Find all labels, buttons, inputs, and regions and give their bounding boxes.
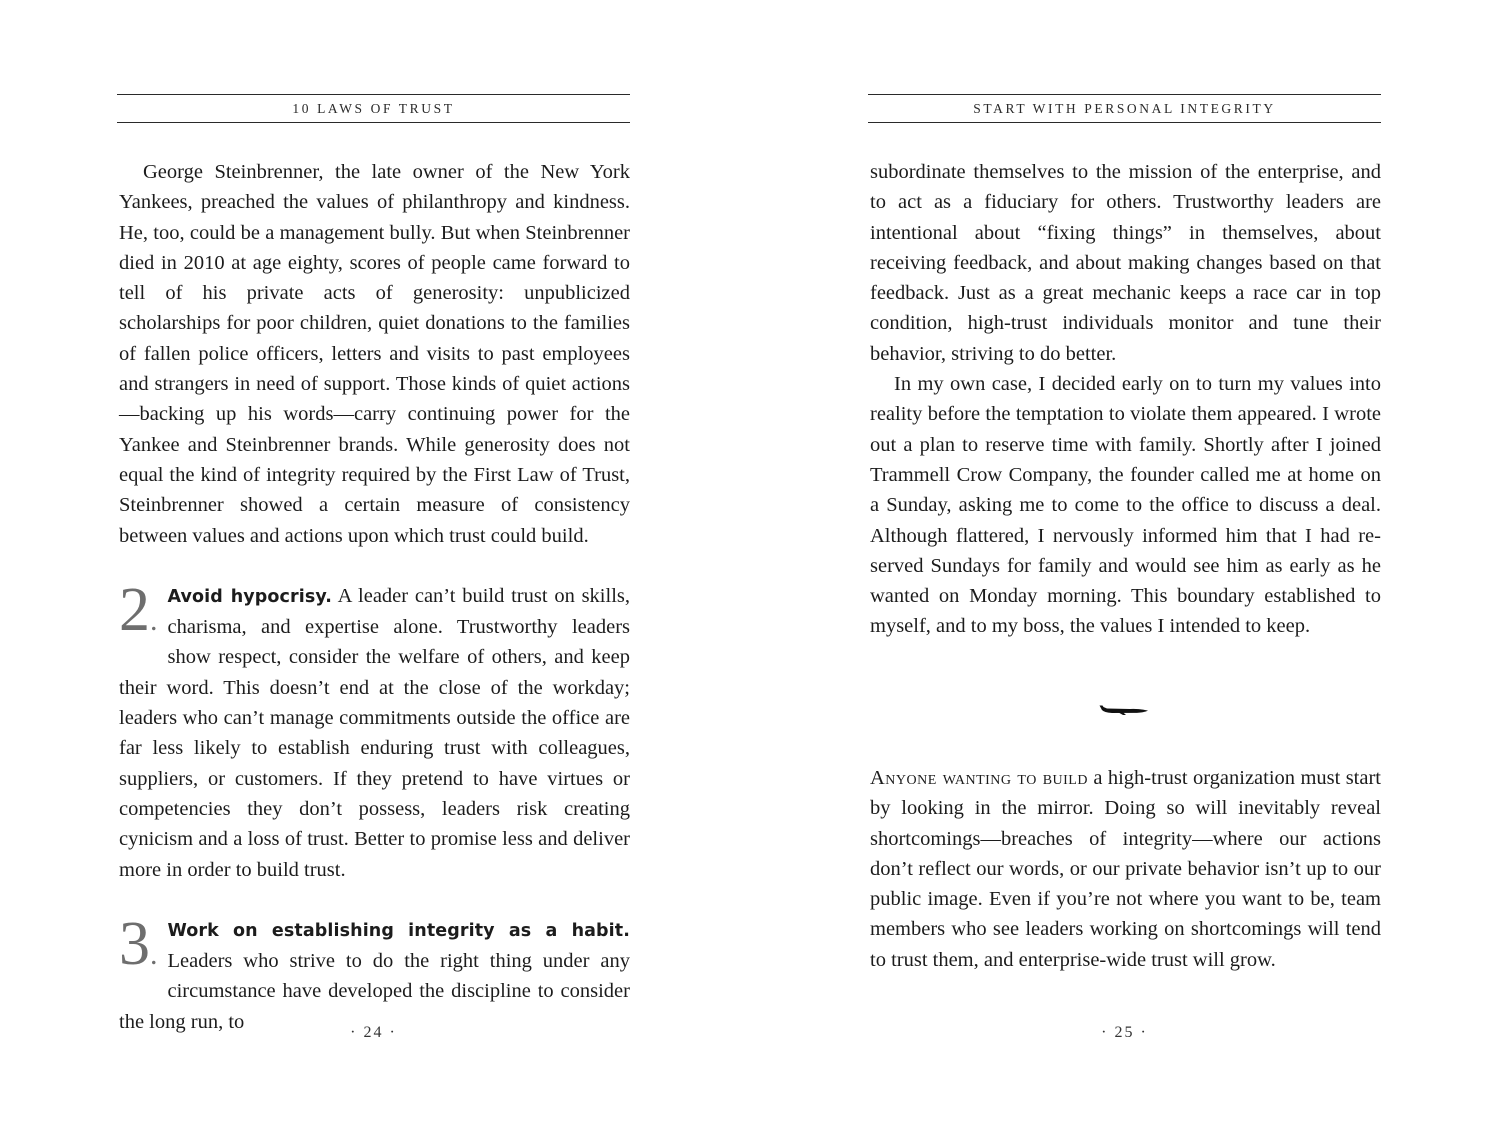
paragraph-own-case: In my own case, I decided early on to turn my values into reality before the temptation to violate them appeared. I wrote out a plan to reserve time with family. Shortly after I joined Trammell Crow Company, the founder called me at home on a Sunday, asking me to come to the office to discuss a deal. Although flattered, I nervously informed him that I had reserved Sundays for family and would see him as early as he wanted on Monday morning. This boundary established to myself, and to my boss, the values I intended to keep.	[870, 373, 1381, 638]
running-head-left: 10 LAWS OF TRUST	[117, 94, 630, 123]
law-2-item	[119, 575, 630, 885]
airplane-icon	[1098, 700, 1150, 716]
law-3-item	[119, 909, 630, 1037]
page-number-right: · 25 ·	[1101, 1024, 1148, 1041]
law-3-digit: 3	[119, 909, 150, 978]
closing-lead-in: Anyone wanting to build	[870, 767, 1088, 789]
paragraph-closing	[870, 763, 1381, 975]
law-2-number	[119, 575, 158, 646]
law-3-dot: .	[150, 937, 158, 971]
law-2-dot: .	[150, 603, 158, 637]
law-2-heading: Avoid hypocrisy.	[167, 586, 332, 607]
left-body-text	[119, 157, 630, 1037]
left-page	[117, 0, 630, 1125]
law-3-text: Leaders who strive to do the right thing under any circumstance have developed the discipline to consider the long run, to	[119, 950, 630, 1033]
right-page	[868, 0, 1381, 1125]
closing-body-text	[870, 763, 1381, 975]
law-3-number	[119, 909, 158, 980]
closing-text: a high-trust organization must start by looking in the mirror. Doing so will inevitably reveal shortcomings—breaches of integrity—where our actions don’t reflect our words, or our private behavior isn’t up to our public image. Even if you’re not where you want to be, team members who see leaders working on shortcomings will tend to trust them, and enterprise-wide trust will grow.	[870, 767, 1381, 971]
page-number-left: · 24 ·	[350, 1024, 397, 1041]
running-head-right: START WITH PERSONAL INTEGRITY	[868, 94, 1381, 123]
right-body-text	[870, 157, 1381, 642]
paragraph-steinbrenner: George Steinbrenner, the late owner of the New York Yankees, preached the values of philanthropy and kindness. He, too, could be a management bully. But when Steinbrenner died in 2010 at age eighty, scores of people came forward to tell of his private acts of generosity: unpublicized scholarships for poor children, quiet donations to the families of fallen police officers, letters and visits to past employees and strangers in need of support. Those kinds of quiet actions—backing up his words—carry continuing power for the Yankee and Steinbrenner brands. While generosity does not equal the kind of integrity required by the First Law of Trust, Steinbrenner showed a certain measure of consistency between values and actions upon which trust could build.	[119, 161, 630, 547]
law-3-heading: Work on establishing integrity as a habit.	[167, 920, 630, 941]
law-2-digit: 2	[119, 575, 150, 644]
law-2-text: A leader can’t build trust on skills, charisma, and expertise alone. Trustworthy leaders show respect, consider the welfare of others, and keep their word. This doesn’t end at the close of the workday; leaders who can’t manage commitments outside the office are far less likely to establish enduring trust with colleagues, suppliers, or customers. If they pretend to have virtues or competencies they don’t possess, leaders risk creating cynicism and a loss of trust. Better to promise less and deliver more in order to build trust.	[119, 584, 630, 881]
paragraph-continuation: subordinate themselves to the mission of the enterprise, and to act as a fiduciary for others. Trustworthy leaders are intentional about “fixing things” in themselves, about receiving feedback, and about making changes based on that feedback. Just as a great mechanic keeps a race car in top condition, high-trust individuals monitor and tune their behavior, striving to do better.	[870, 161, 1381, 365]
